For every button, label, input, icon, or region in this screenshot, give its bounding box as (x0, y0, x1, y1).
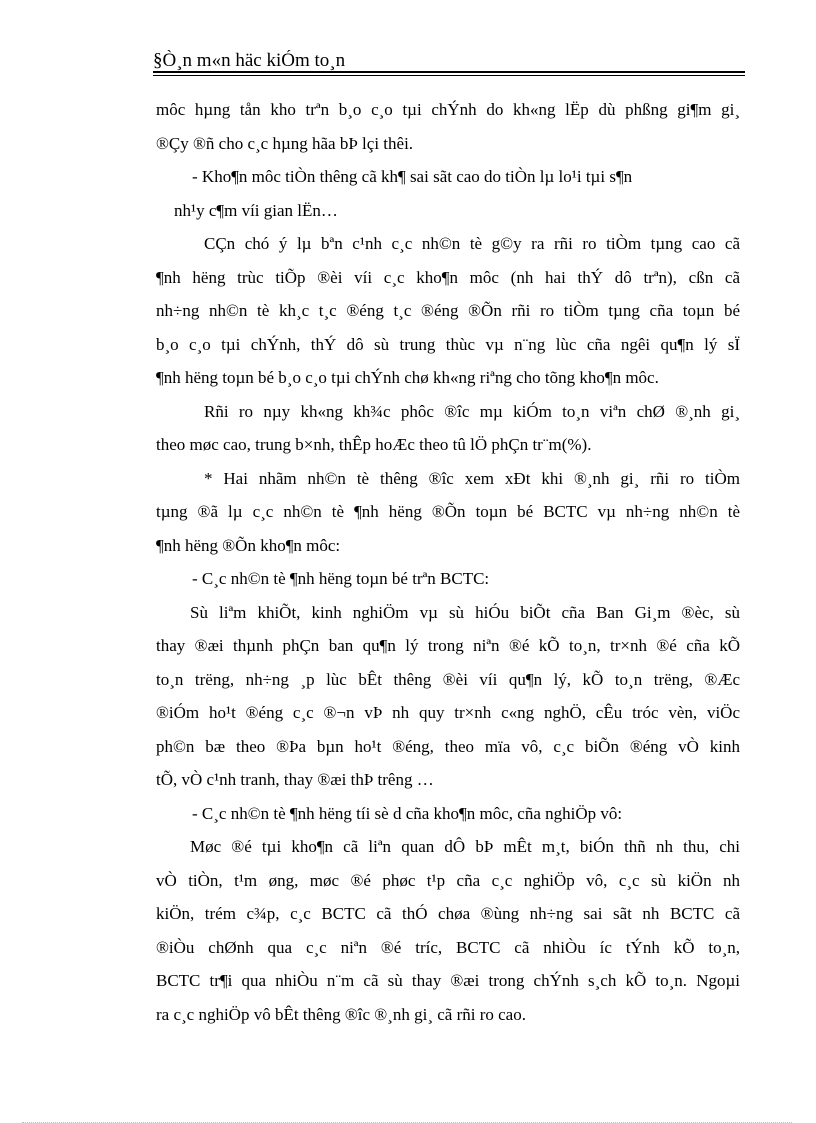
text-line: ®iÓm ho¹t ®éng c¸c ®¬n vÞ nh quy tr×nh c«ng nghÖ, cÊu tróc vèn, viÖc (156, 703, 740, 722)
text-line: nh¹y c¶m víi gian lËn… (174, 200, 338, 220)
text-line: b¸o c¸o tµi chÝnh, thÝ dô sù trung thùc vµ n¨ng lùc cña ngêi qu¶n lý sÏ (156, 334, 740, 354)
text-line: ®Çy ®ñ cho c¸c hµng hãa bÞ lçi thêi. (156, 133, 414, 153)
paragraph-first-line: CÇn chó ý lµ bªn c¹nh c¸c nh©n tè g©y ra rñi ro tiÒm tµng cao cã (204, 234, 740, 253)
text-line: ¶nh hëng toµn bé b¸o c¸o tµi chÝnh chø kh«ng riªng cho tõng kho¶n môc. (156, 368, 659, 387)
text-line: tµng ®ã lµ c¸c nh©n tè ¶nh hëng ®Õn toµn bé BCTC vµ nh÷ng nh©n tè (156, 502, 740, 521)
document-body (156, 93, 740, 1031)
text-line: ®iÒu chØnh qua c¸c niªn ®é tríc, BCTC cã nhiÒu íc tÝnh kÕ to¸n, (156, 937, 740, 957)
header-rule-thick (153, 71, 745, 73)
text-line: tÕ, vÒ c¹nh tranh, thay ®æi thÞ trêng … (156, 770, 434, 789)
text-line: kiÖn, trém c¾p, c¸c BCTC cã thÓ chøa ®ùng nh÷ng sai sãt nh BCTC cã (156, 904, 740, 923)
text-line: ¶nh hëng ®Õn kho¶n môc: (156, 535, 341, 555)
paragraph-first-line: Rñi ro nµy kh«ng kh¾c phôc ®îc mµ kiÓm to¸n viªn chØ ®¸nh gi¸ (204, 401, 740, 421)
paragraph-first-line: Møc ®é tµi kho¶n cã liªn quan dÔ bÞ mÊt m¸t, biÓn thñ nh thu, chi (190, 837, 740, 856)
paragraph-first-line: Sù liªm khiÕt, kinh nghiÖm vµ sù hiÓu biÕt cña Ban Gi¸m ®èc, sù (190, 602, 740, 622)
text-line: thay ®æi thµnh phÇn ban qu¶n lý trong niªn ®é kÕ to¸n, tr×nh ®é cña kÕ (156, 636, 740, 655)
text-line: ph©n bæ theo ®Þa bµn ho¹t ®éng, theo mïa vô, c¸c biÕn ®éng vÒ kinh (156, 736, 740, 756)
text-line: môc hµng tån kho trªn b¸o c¸o tµi chÝnh do kh«ng lËp dù phßng gi¶m gi¸ (156, 100, 740, 119)
text-line: vÒ tiÒn, t¹m øng, møc ®é phøc t¹p cña c¸c nghiÖp vô, c¸c sù kiÖn nh (156, 870, 740, 890)
paragraph-first-line: * Hai nhãm nh©n tè thêng ®îc xem xÐt khi ®¸nh gi¸ rñi ro tiÒm (204, 468, 740, 488)
page-header-title: §Ò¸n m«n häc kiÓm to¸n (153, 50, 346, 71)
bullet-line: - Kho¶n môc tiÒn thêng cã kh¶ sai sãt cao do tiÒn lµ lo¹i tµi s¶n (192, 167, 633, 186)
text-line: BCTC tr¶i qua nhiÒu n¨m cã sù thay ®æi trong chÝnh s¸ch kÕ to¸n. Ngoµi (156, 971, 740, 990)
text-line: ra c¸c nghiÖp vô bÊt thêng ®îc ®¸nh gi¸ cã rñi ro cao. (156, 1004, 526, 1024)
text-line: theo møc cao, trung b×nh, thÊp hoÆc theo tû lÖ phÇn tr¨m(%). (156, 435, 592, 454)
text-line: nh÷ng nh©n tè kh¸c t¸c ®éng t¸c ®éng ®Õn rñi ro tiÒm tµng cña toµn bé (156, 301, 740, 320)
text-line: to¸n trëng, nh÷ng ¸p lùc bÊt thêng ®èi víi qu¶n lý, kÕ to¸n trëng, ®Æc (156, 669, 740, 689)
header-rule-thin (153, 75, 745, 76)
text-line: ¶nh hëng trùc tiÕp ®èi víi c¸c kho¶n môc (nh hai thÝ dô trªn), cßn cã (156, 267, 740, 287)
bullet-line: - C¸c nh©n tè ¶nh hëng tíi sè d cña kho¶n môc, cña nghiÖp vô: (192, 803, 623, 823)
bullet-line: - C¸c nh©n tè ¶nh hëng toµn bé trªn BCTC: (192, 569, 490, 588)
